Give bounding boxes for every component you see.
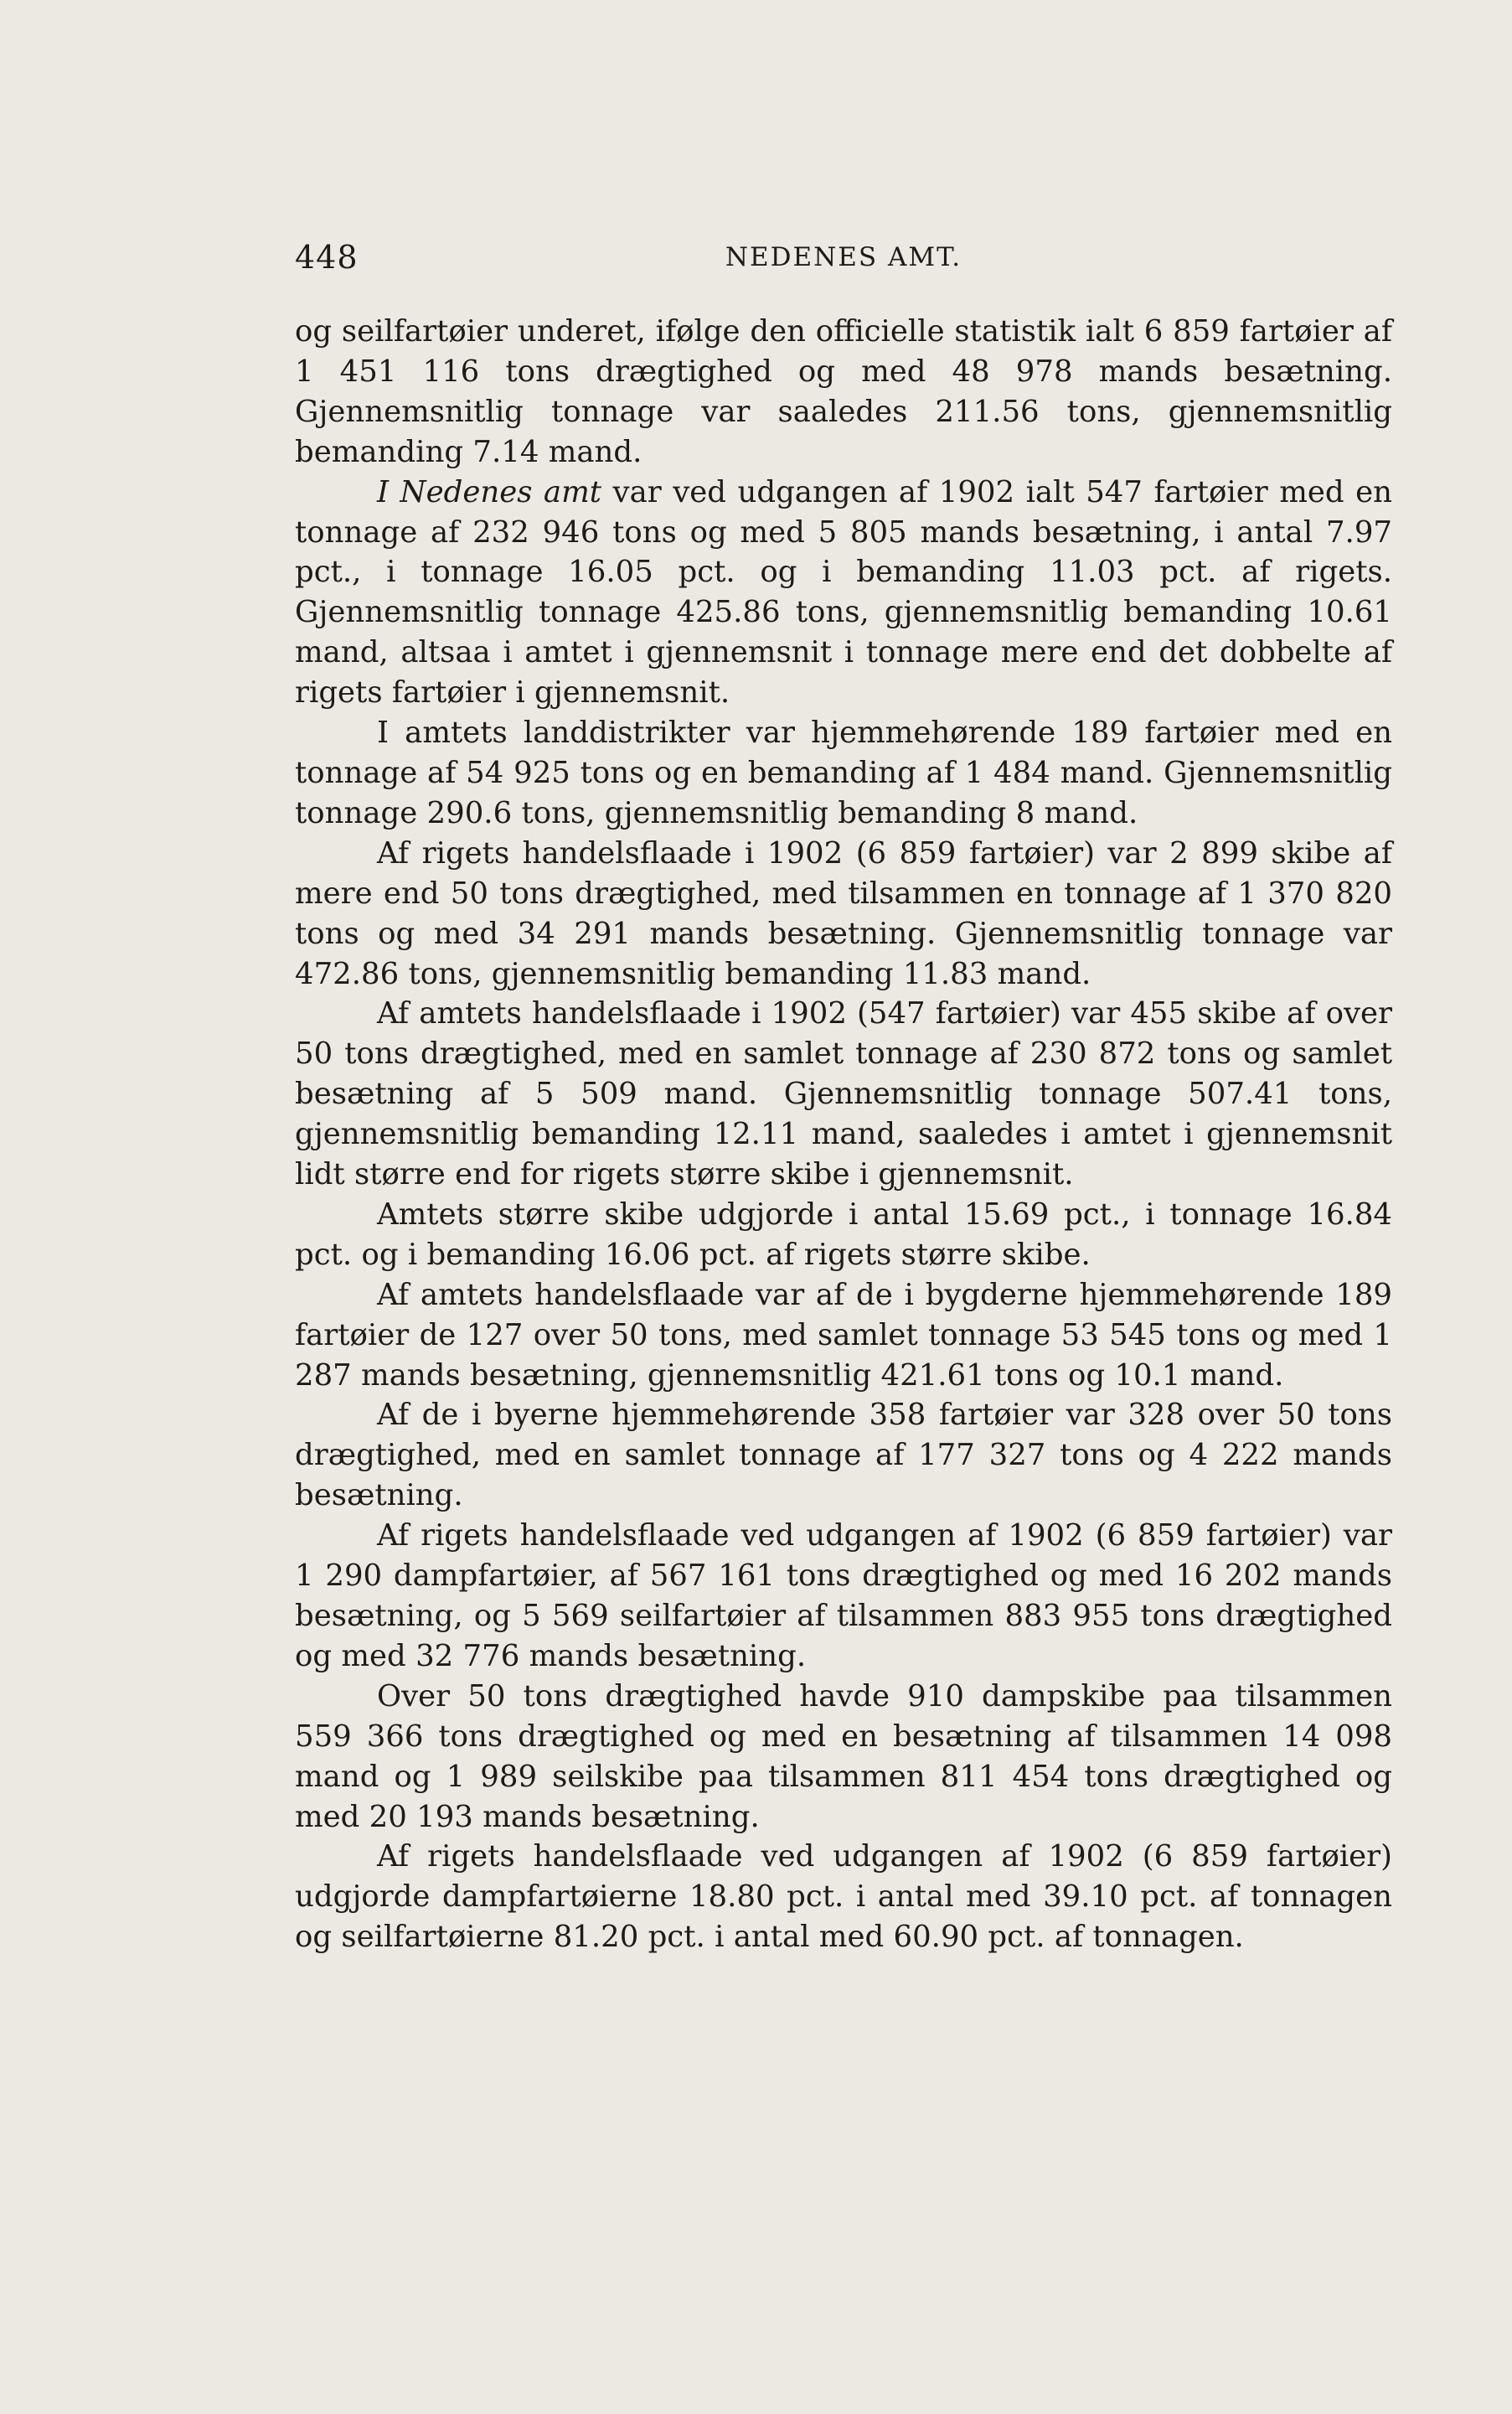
paragraph: Af de i byerne hjemmehørende 358 fartøier var 328 over 50 tons drægtighed, med en samlet tonnage af 177 327 tons og 4 222 mands besætning. [295, 1398, 1392, 1513]
paragraph: Af rigets handelsflaade i 1902 (6 859 fartøier) var 2 899 skibe af mere end 50 tons drægtighed, med tilsammen en tonnage af 1 370 820 tons og med 34 291 mands besætning. Gjennemsnitlig tonnage var 472.86 tons, gjennemsnitlig bemanding 11.83 mand. [295, 835, 1392, 991]
running-head-title: NEDENES AMT. [725, 242, 962, 272]
paragraph: og seilfartøier underet, ifølge den officielle statistik ialt 6 859 fartøier af 1 451 116 tons drægtighed og med 48 978 mands besætning. Gjennemsnitlig tonnage var saaledes 211.56 tons, gjennemsnitlig bemanding 7.14 mand. [295, 314, 1392, 469]
paragraph: Af rigets handelsflaade ved udgangen af 1902 (6 859 fartøier) var 1 290 dampfartøier, af 567 161 tons drægtighed og med 16 202 mands besætning, og 5 569 seilfartøier af tilsammen 883 955 tons drægtighed og med 32 776 mands besætning. [295, 1518, 1392, 1673]
paragraph: Af amtets handelsflaade var af de i bygderne hjemmehørende 189 fartøier de 127 over 50 tons, med samlet tonnage 53 545 tons og med 1 287 mands besætning, gjennemsnitlig 421.61 tons og 10.1 mand. [295, 1277, 1392, 1393]
paragraph: Af rigets handelsflaade ved udgangen af 1902 (6 859 fartøier) udgjorde dampfartøierne 18.80 pct. i antal med 39.10 pct. af tonnagen og seilfartøierne 81.20 pct. i antal med 60.90 pct. af tonnagen. [295, 1839, 1392, 1955]
paragraph: Over 50 tons drægtighed havde 910 dampskibe paa tilsammen 559 366 tons drægtighed og med en besætning af tilsammen 14 098 mand og 1 989 seilskibe paa tilsammen 811 454 tons drægtighed og med 20 193 mands besætning. [295, 1678, 1392, 1834]
paragraph: Af amtets handelsflaade i 1902 (547 fartøier) var 455 skibe af over 50 tons drægtighed, med en samlet tonnage af 230 872 tons og samlet besætning af 5 509 mand. Gjennemsnitlig tonnage 507.41 tons, gjennemsnitlig bemanding 12.11 mand, saaledes i amtet i gjennemsnit lidt større end for rigets større skibe i gjennemsnit. [295, 996, 1392, 1192]
paragraph: I amtets landdistrikter var hjemmehørende 189 fartøier med en tonnage af 54 925 tons og en bemanding af 1 484 mand. Gjennemsnitlig tonnage 290.6 tons, gjennemsnitlig bemanding 8 mand. [295, 716, 1392, 830]
body-text [295, 312, 1392, 1957]
page-number: 448 [295, 239, 359, 276]
emphasized-lead: I Nedenes amt [377, 474, 602, 509]
paragraph: Amtets større skibe udgjorde i antal 15.69 pct., i tonnage 16.84 pct. og i bemanding 16.06 pct. af rigets større skibe. [295, 1197, 1392, 1272]
paragraph-text: var ved udgangen af 1902 ialt 547 fartøier med en tonnage af 232 946 tons og med 5 805 mands besætning, i antal 7.97 pct., i tonnage 16.05 pct. og i bemanding 11.03 pct. af rigets. Gjennemsnitlig tonnage 425.86 tons, gjennemsnitlig bemanding 10.61 mand, altsaa i amtet i gjennemsnit i tonnage mere end det dobbelte af rigets fartøier i gjennemsnit. [295, 474, 1392, 711]
paragraph [295, 473, 1392, 713]
running-head [295, 236, 1392, 287]
